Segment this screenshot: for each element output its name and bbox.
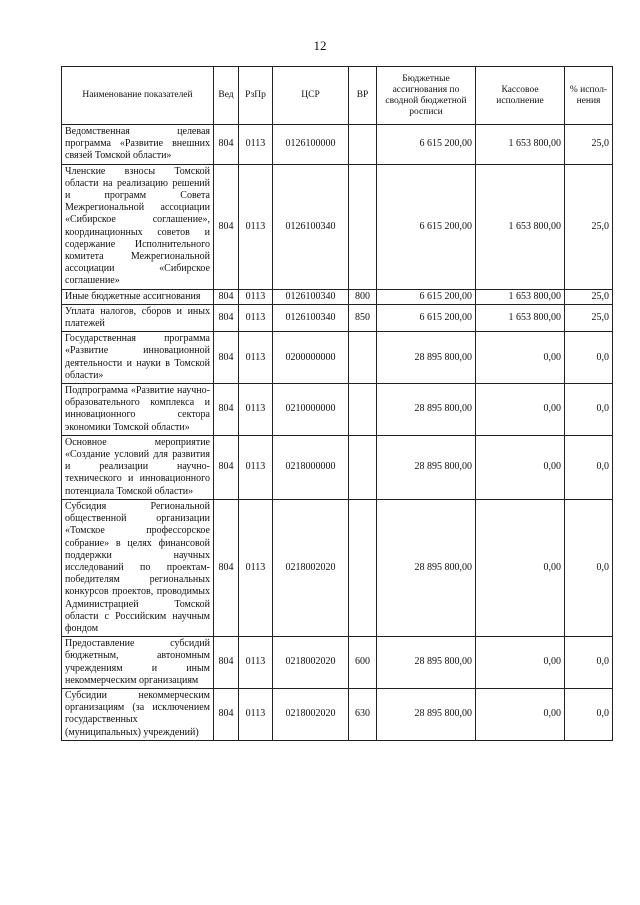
row-name: Уплата налогов, сборов и иных платежей	[62, 304, 214, 331]
row-ved: 804	[214, 637, 239, 689]
row-budget: 6 615 200,00	[377, 164, 476, 289]
row-rzpr: 0113	[239, 688, 273, 740]
table-row	[62, 304, 613, 331]
header-name: Наименование показателей	[62, 67, 214, 125]
row-name: Субсидия Региональной общественной организации «Томское профессорское собрание» в целях финансовой поддержки научных исследований по проектам-победителям региональных конкурсов проектов, проводимых Администрацией Томской области с Российским научным фондом	[62, 499, 214, 636]
header-cash: Кассовое исполнение	[476, 67, 565, 125]
row-csr: 0126100340	[273, 289, 349, 304]
row-ved: 804	[214, 289, 239, 304]
header-vr: ВР	[349, 67, 377, 125]
row-ved: 804	[214, 125, 239, 165]
row-cash: 0,00	[476, 435, 565, 499]
row-rzpr: 0113	[239, 164, 273, 289]
row-rzpr: 0113	[239, 637, 273, 689]
row-pct: 0,0	[565, 688, 613, 740]
row-pct: 25,0	[565, 164, 613, 289]
header-csr: ЦСР	[273, 67, 349, 125]
row-pct: 0,0	[565, 435, 613, 499]
row-vr	[349, 164, 377, 289]
row-cash: 0,00	[476, 384, 565, 436]
row-budget: 28 895 800,00	[377, 435, 476, 499]
row-csr: 0210000000	[273, 384, 349, 436]
row-rzpr: 0113	[239, 332, 273, 384]
row-ved: 804	[214, 332, 239, 384]
row-csr: 0126100340	[273, 304, 349, 331]
table-row	[62, 384, 613, 436]
row-csr: 0200000000	[273, 332, 349, 384]
row-pct: 0,0	[565, 499, 613, 636]
header-rzpr: РзПр	[239, 67, 273, 125]
header-ved: Вед	[214, 67, 239, 125]
row-csr: 0218002020	[273, 688, 349, 740]
row-cash: 0,00	[476, 637, 565, 689]
header-pct: % испол-нения	[565, 67, 613, 125]
row-vr: 600	[349, 637, 377, 689]
row-rzpr: 0113	[239, 304, 273, 331]
row-cash: 0,00	[476, 499, 565, 636]
row-pct: 0,0	[565, 637, 613, 689]
row-budget: 28 895 800,00	[377, 332, 476, 384]
row-ved: 804	[214, 164, 239, 289]
table-row	[62, 289, 613, 304]
header-budget: Бюджетные ассигнования по сводной бюджетной росписи	[377, 67, 476, 125]
row-name: Основное мероприятие «Создание условий для развития и реализации научно-технического и инновационного потенциала Томской области»	[62, 435, 214, 499]
row-ved: 804	[214, 435, 239, 499]
row-cash: 1 653 800,00	[476, 289, 565, 304]
row-cash: 1 653 800,00	[476, 304, 565, 331]
row-name: Предоставление субсидий бюджетным, автономным учреждениям и иным некоммерческим организациям	[62, 637, 214, 689]
row-name: Государственная программа «Развитие инновационной деятельности и науки в Томской области»	[62, 332, 214, 384]
row-budget: 28 895 800,00	[377, 637, 476, 689]
row-budget: 6 615 200,00	[377, 125, 476, 165]
table-row	[62, 164, 613, 289]
row-pct: 25,0	[565, 304, 613, 331]
row-cash: 1 653 800,00	[476, 164, 565, 289]
row-pct: 25,0	[565, 125, 613, 165]
table-row	[62, 332, 613, 384]
row-name: Членские взносы Томской области на реализацию решений и программ Совета Межрегиональной ассоциации «Сибирское соглашение», координационных советов и содержание Исполнительного комитета Межрегиональной ассоциации «Сибирское соглашение»	[62, 164, 214, 289]
row-budget: 6 615 200,00	[377, 304, 476, 331]
row-rzpr: 0113	[239, 435, 273, 499]
row-budget: 28 895 800,00	[377, 384, 476, 436]
row-cash: 0,00	[476, 332, 565, 384]
row-vr: 850	[349, 304, 377, 331]
row-budget: 28 895 800,00	[377, 688, 476, 740]
table-row	[62, 637, 613, 689]
row-ved: 804	[214, 688, 239, 740]
table-row	[62, 499, 613, 636]
row-name: Иные бюджетные ассигнования	[62, 289, 214, 304]
row-rzpr: 0113	[239, 289, 273, 304]
row-cash: 0,00	[476, 688, 565, 740]
table-header-row	[62, 67, 613, 125]
row-vr: 800	[349, 289, 377, 304]
row-csr: 0126100340	[273, 164, 349, 289]
row-csr: 0218002020	[273, 637, 349, 689]
row-budget: 6 615 200,00	[377, 289, 476, 304]
row-budget: 28 895 800,00	[377, 499, 476, 636]
row-name: Ведомственная целевая программа «Развитие внешних связей Томской области»	[62, 125, 214, 165]
table-row	[62, 435, 613, 499]
budget-execution-table	[61, 66, 613, 741]
row-pct: 0,0	[565, 332, 613, 384]
row-vr	[349, 499, 377, 636]
row-csr: 0218002020	[273, 499, 349, 636]
row-csr: 0126100000	[273, 125, 349, 165]
row-rzpr: 0113	[239, 499, 273, 636]
row-vr: 630	[349, 688, 377, 740]
row-csr: 0218000000	[273, 435, 349, 499]
row-ved: 804	[214, 304, 239, 331]
row-pct: 25,0	[565, 289, 613, 304]
row-rzpr: 0113	[239, 125, 273, 165]
table-row	[62, 688, 613, 740]
row-vr	[349, 332, 377, 384]
row-vr	[349, 125, 377, 165]
row-name: Подпрограмма «Развитие научно-образовательного комплекса и инновационного сектора экономики Томской области»	[62, 384, 214, 436]
row-name: Субсидии некоммерческим организациям (за исключением государственных (муниципальных) учреждений)	[62, 688, 214, 740]
page-number: 12	[313, 38, 327, 53]
row-ved: 804	[214, 384, 239, 436]
row-vr	[349, 384, 377, 436]
row-rzpr: 0113	[239, 384, 273, 436]
row-ved: 804	[214, 499, 239, 636]
row-cash: 1 653 800,00	[476, 125, 565, 165]
row-vr	[349, 435, 377, 499]
row-pct: 0,0	[565, 384, 613, 436]
table-row	[62, 125, 613, 165]
